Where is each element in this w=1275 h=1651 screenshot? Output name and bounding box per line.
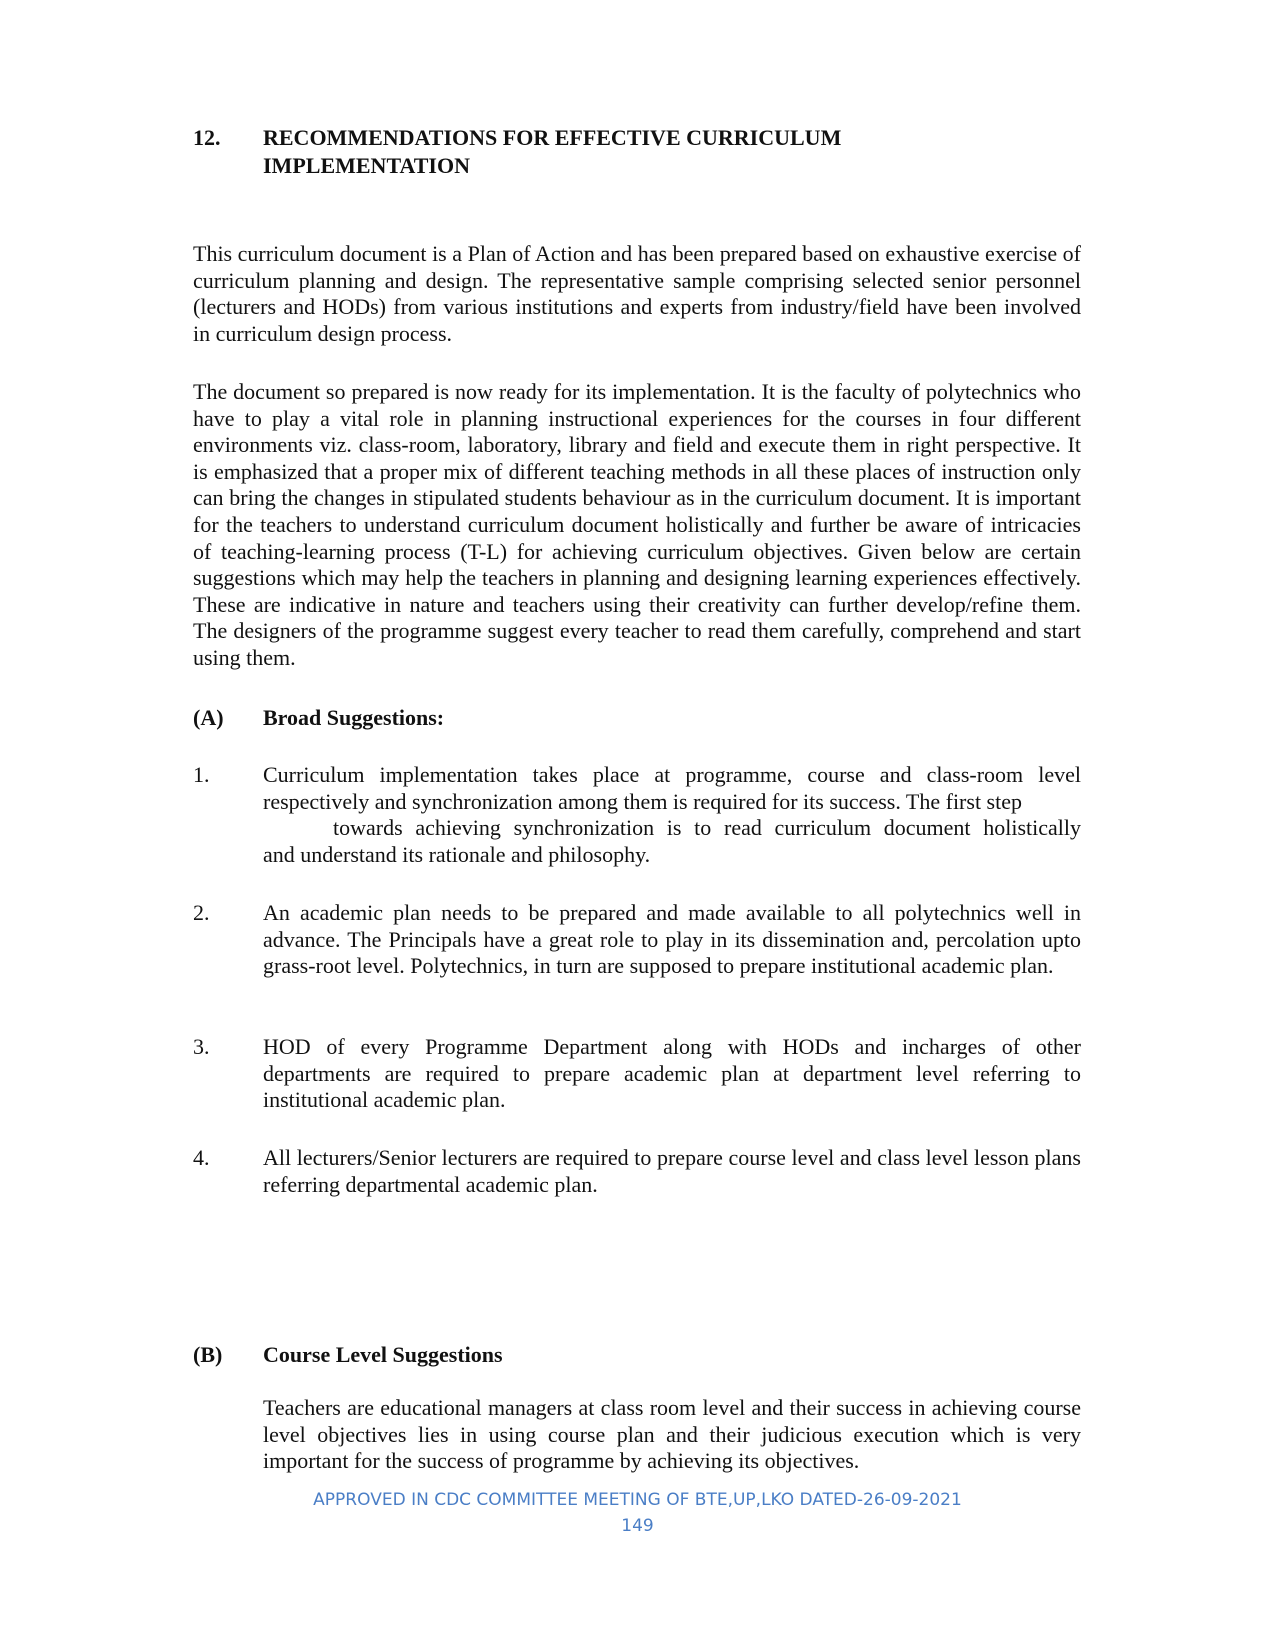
footer-approval-note: APPROVED IN CDC COMMITTEE MEETING OF BTE,UP,LKO DATED-26-09-2021 <box>313 1490 962 1510</box>
list-item-text <box>263 762 1081 868</box>
list-item-line: and understand its rationale and philosophy. <box>263 841 651 867</box>
intro-paragraph-1: This curriculum document is a Plan of Action and has been prepared based on exhaustive exercise of curriculum planning and design. The representative sample comprising selected senior personnel (lecturers and HODs) from various institutions and experts from industry/field have been involved in curriculum design process. <box>193 241 1081 346</box>
list-item-number: 3. <box>193 1034 210 1059</box>
list-item <box>193 900 1081 980</box>
list-item <box>193 1145 1081 1198</box>
subsection-b-heading <box>193 1341 1081 1369</box>
subsection-b-title: Course Level Suggestions <box>263 1342 503 1367</box>
list-item-line: towards achieving synchronization is to read curriculum document holistically <box>333 815 1081 841</box>
list-item <box>193 762 1081 868</box>
subsection-a-title: Broad Suggestions: <box>263 705 445 730</box>
list-item-number: 2. <box>193 900 210 925</box>
list-item-text: HOD of every Programme Department along with HODs and incharges of other departments are required to prepare academic plan at department level referring to institutional academic plan. <box>263 1034 1081 1113</box>
page-number: 149 <box>621 1516 654 1536</box>
list-item <box>193 1034 1081 1114</box>
section-heading <box>193 124 1093 180</box>
subsection-b-label: (B) <box>193 1342 223 1367</box>
subsection-a-label: (A) <box>193 705 224 730</box>
list-item-number: 4. <box>193 1145 210 1170</box>
intro-paragraph-2: The document so prepared is now ready for its implementation. It is the faculty of polytechnics who have to play a vital role in planning instructional experiences for the courses in four different environments viz. class-room, laboratory, library and field and execute them in right perspective. It is emphasized that a proper mix of different teaching methods in all these places of instruction only can bring the changes in stipulated students behaviour as in the curriculum document. It is important for the teachers to understand curriculum document holistically and further be aware of intricacies of teaching-learning process (T-L) for achieving curriculum objectives. Given below are certain suggestions which may help the teachers in planning and designing learning experiences effectively. These are indicative in nature and teachers using their creativity can further develop/refine them. The designers of the programme suggest every teacher to read them carefully, comprehend and start using them. <box>193 379 1081 670</box>
list-item-text: An academic plan needs to be prepared and made available to all polytechnics well in advance. The Principals have a great role to play in its dissemination and, percolation upto grass-root level. Polytechnics, in turn are supposed to prepare institutional academic plan. <box>263 900 1081 979</box>
heading-number: 12. <box>193 125 221 150</box>
subsection-b-paragraph: Teachers are educational managers at class room level and their success in achieving course level objectives lies in using course plan and their judicious execution which is very important for the success of programme by achieving its objectives. <box>263 1395 1081 1474</box>
subsection-a-heading <box>193 704 1081 732</box>
heading-title: RECOMMENDATIONS FOR EFFECTIVE CURRICULUM IMPLEMENTATION <box>263 125 842 178</box>
list-item-text: All lecturers/Senior lecturers are required to prepare course level and class level lesson plans referring departmental academic plan. <box>263 1145 1081 1197</box>
list-item-line: Curriculum implementation takes place at programme, course and class-room level respectively and synchronization among them is required for its success. The first step <box>263 762 1081 814</box>
list-item-number: 1. <box>193 762 210 787</box>
